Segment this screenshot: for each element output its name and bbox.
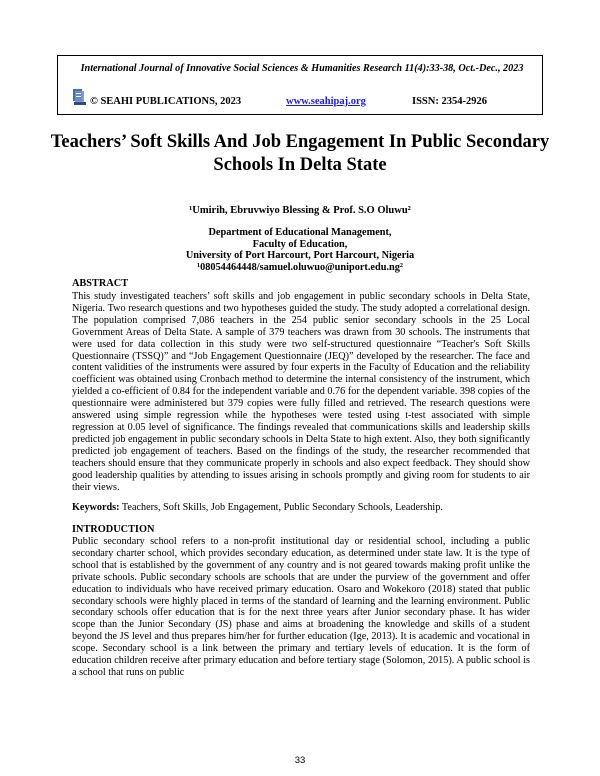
affiliation-faculty: Faculty of Education, [252,238,348,250]
publisher-name: © SEAHI PUBLICATIONS, 2023 [90,96,242,107]
abstract-text: This study investigated teachers’ soft skills and job engagement in public secondary schools in Delta State, Nigeria. Two research questions and two hypotheses guided the study. The study adopted a correlational design. The population comprised 7,086 teachers in the 254 public senior secondary schools in the 25 Local Government Areas of Delta State. A sample of 379 teachers was drawn from 30 schools. The instruments that were used for data collection in this study were two self-structured questionnaire “Teacher's Soft Skills Questionnaire (TSSQ)” and “Job Engagement Questionnaire (JEQ)” developed by the researcher. The face and content validities of the instruments were assured by four experts in the Faculty of Education and the reliability coefficient was obtained using Cronbach method to determine the internal consistency of the instrument, which yielded a co-efficient of 0.84 for the independent variable and 0.76 for the dependent variable. 398 copies of the questionnaire were administered but 379 copies were fully filled and retrieved. The research questions were answered using simple regression while the hypotheses were tested using t-test associated with simple regression at 0.05 level of significance. The findings revealed that communications skills and leadership skills predicted job engagement in public secondary schools in Delta State to high extent. Also, they both significantly predicted job engagement of teachers. Based on the findings of the study, the researcher recommended that teachers should ensure that they communicate properly in schools and also expect feedback. They should show good leadership qualities by attending to issues arising in schools promptly and giving room for students to air their views. [72,291,530,493]
keywords [72,502,530,513]
keywords-list: Teachers, Soft Skills, Job Engagement, Public Secondary Schools, Leadership. [119,502,443,513]
affiliation-university: University of Port Harcourt, Port Harcourt, Nigeria [185,250,415,261]
seahi-logo-icon [72,88,88,106]
abstract-heading: ABSTRACT [72,278,129,289]
paper-title: Teachers’ Soft Skills And Job Engagement In Public Secondary Schools In Delta State [50,132,550,175]
paper-authors: ¹Umirih, Ebruvwiyo Blessing & Prof. S.O Oluwu² [189,205,411,216]
affiliation-contact: ¹08054464448/samuel.oluwuo@uniport.edu.ng² [197,261,403,273]
page-number: 33 [294,755,306,766]
publisher-row [72,88,542,110]
journal-citation: International Journal of Innovative Social Sciences & Humanities Research 11(4):33-38, Oct.-Dec., 2023 [80,63,524,74]
author-affiliation [40,227,560,273]
journal-website-link[interactable]: www.seahipaj.org [286,96,366,107]
affiliation-department: Department of Educational Management, [208,227,392,238]
keywords-label: Keywords: [72,502,120,513]
introduction-text: Public secondary school refers to a non-profit institutional day or residential school, including a public secondary charter school, which provides secondary education, as determined under state law. It is the type of school that is established by the government of any country and is not geared towards making profit unlike the private schools. Public secondary schools are schools that are under the purview of the government and offer education to individuals who have received primary education. Osaro and Wokekoro (2018) stated that public secondary schools were highly placed in terms of the standard of learning and the learning environment. Public secondary schools offer education that is for the next three years after Junior secondary phase. It has wider scope than the Junior Secondary (JS) phase and aims at broadening the knowledge and skills of a student beyond the JS level and thus prepares him/her for further education (Ige, 2013). It is academic and vocational in scope. Secondary school is a link between the primary and tertiary levels of education. It is the form of education children receive after primary education and before tertiary stage (Solomon, 2015). A public school is a school that runs on public [72,536,530,678]
issn-number: ISSN: 2354-2926 [412,96,487,107]
introduction-heading: INTRODUCTION [72,524,155,535]
